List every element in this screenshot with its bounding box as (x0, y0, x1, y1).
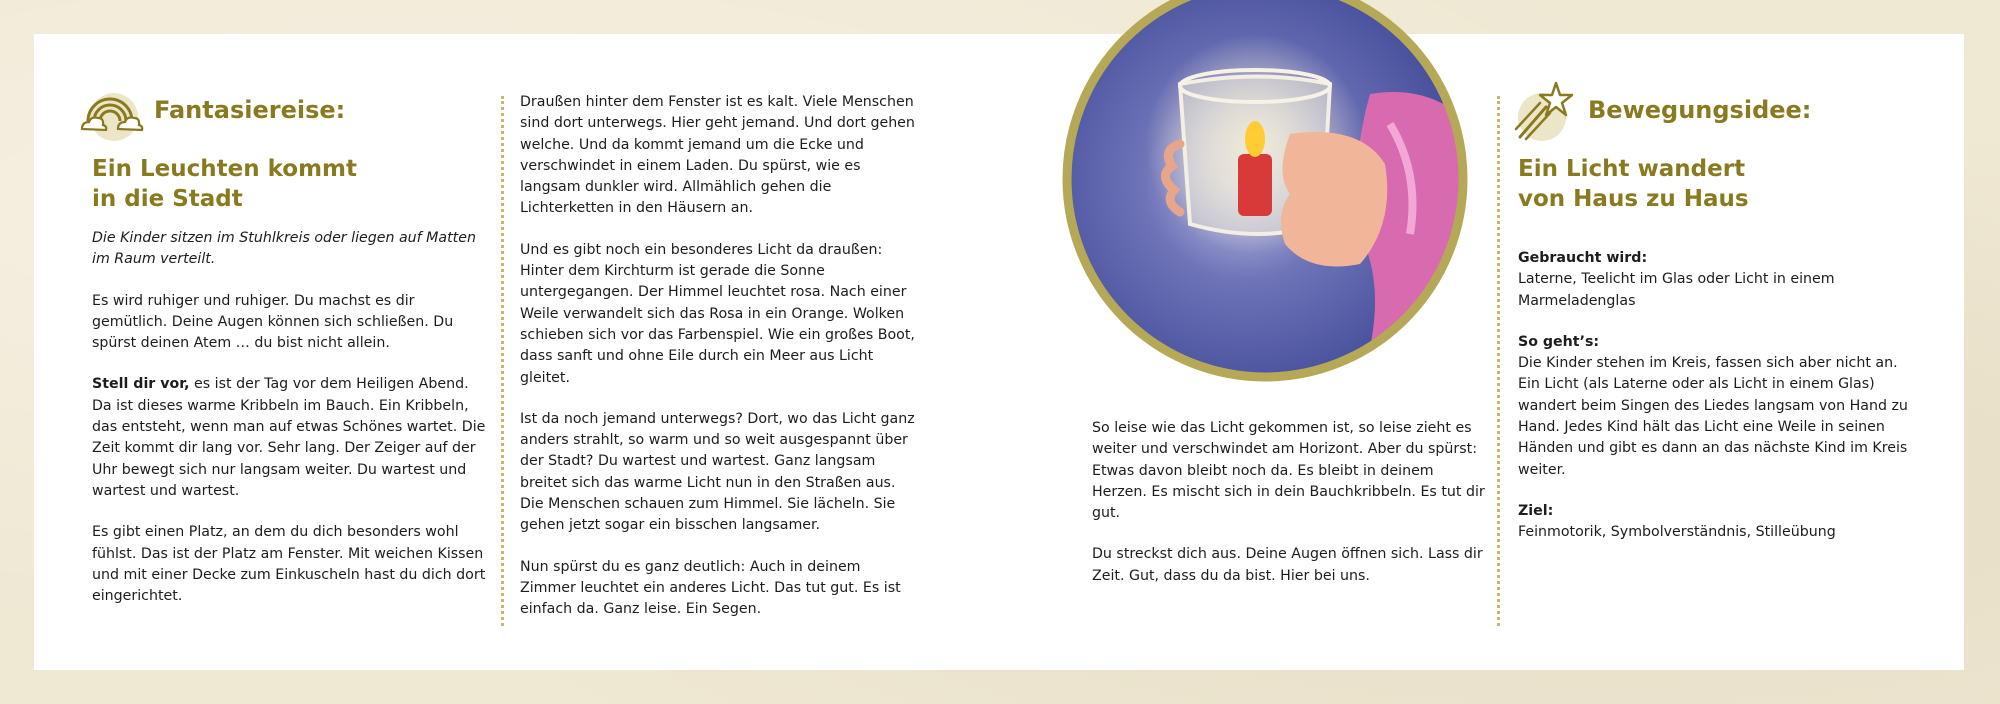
paragraph: Nun spürst du es ganz deutlich: Auch in deinem Zimmer leuchtet ein anderes Licht. Das tut gut. Es ist einfach da. Ganz leise. Ein Segen. (520, 558, 901, 618)
intro-text: Die Kinder sitzen im Stuhlkreis oder liegen auf Matten im Raum verteilt. (92, 230, 476, 268)
activity-body (1518, 248, 1918, 564)
needed-label: Gebraucht wird: (1518, 250, 1648, 266)
section-title (92, 154, 357, 214)
how-text: Die Kinder stehen im Kreis, fassen sich aber nicht an. Ein Licht (als Laterne oder als Licht in einem Glas) wandert beim Singen des Liedes langsam von Hand zu Hand. Jedes Kind hält das Licht eine Weile in seinen Händen und gibt es dann an das nächste Kind im Kreis weiter. (1518, 355, 1908, 478)
section-label: Fantasiereise: (154, 96, 346, 124)
paragraph: Ist da noch jemand unterwegs? Dort, wo das Licht ganz anders strahlt, so warm und so weit ausgespannt über der Stadt? Du wartest und wartest. Ganz langsam breitet sich das warme Licht nun in den Straßen aus. Die Menschen schauen zum Himmel. Sie lächeln. Sie gehen jetzt sogar ein bisschen langsamer. (520, 410, 915, 534)
title-line: von Haus zu Haus (1518, 186, 1749, 212)
dotted-divider (1497, 96, 1500, 626)
how-label: So geht’s: (1518, 333, 1600, 350)
rainbow-cloud-icon (78, 77, 144, 143)
goal-block (1518, 501, 1918, 544)
paragraph: Du streckst dich aus. Deine Augen öffnen sich. Lass dir Zeit. Gut, dass du da bist. Hier bei uns. (1092, 546, 1483, 584)
story-body (520, 92, 920, 641)
story-body (1092, 418, 1492, 607)
section-title (1518, 154, 1749, 214)
goal-label: Ziel: (1518, 502, 1554, 519)
candle-jar-illustration (1060, 0, 1470, 384)
paragraph: Und es gibt noch ein besonderes Licht da draußen: Hinter dem Kirchturm ist gerade die Sonne untergegangen. Der Himmel leuchtet rosa. Nach einer Weile verwandelt sich das Rosa in ein Orange. Wolken schieben sich vor das Farbenspiel. Wie ein großes Boot, dass sanft und ohne Eile durch ein Meer aus Licht gleitet. (520, 241, 915, 386)
title-line: in die Stadt (92, 186, 243, 212)
paragraph-rest: es ist der Tag vor dem Heiligen Abend. Da ist dieses warme Kribbeln im Bauch. Ein Kribbeln, das entsteht, wenn man auf etwas Schönes wartet. Die Zeit kommt dir lang vor. Sehr lang. Der Zeiger auf der Uhr bewegt sich nur langsam weiter. Du wartest und wartest und wartest. (92, 376, 486, 499)
brochure-page (34, 34, 1964, 670)
paragraph: Es wird ruhiger und ruhiger. Du machst es dir gemütlich. Deine Augen können sich schließen. Du spürst deinen Atem … du bist nicht allein. (92, 292, 454, 352)
story-body (92, 228, 492, 627)
goal-text: Feinmotorik, Symbolverständnis, Stilleübung (1518, 524, 1836, 541)
title-line: Ein Leuchten kommt (92, 156, 357, 182)
how-block (1518, 332, 1918, 481)
title-line: Ein Licht wandert (1518, 156, 1746, 182)
paragraph: So leise wie das Licht gekommen ist, so leise zieht es weiter und verschwindet am Horizont. Aber du spürst: Etwas davon bleibt noch da. Es bleibt in deinem Herzen. Es mischt sich in dein Bauchkribbeln. Es tut dir gut. (1092, 420, 1485, 522)
needed-text: Laterne, Teelicht im Glas oder Licht in einem Marmeladenglas (1518, 271, 1835, 309)
shooting-star-icon (1512, 77, 1578, 143)
paragraph: Es gibt einen Platz, an dem du dich besonders wohl fühlst. Das ist der Platz am Fenster. Mit weichen Kissen und mit einer Decke zum Einkuscheln hast du dich dort eingerichtet. (92, 524, 486, 605)
dotted-divider (501, 96, 504, 626)
paragraph: Draußen hinter dem Fenster ist es kalt. Viele Menschen sind dort unterwegs. Hier geht jemand. Und dort gehen welche. Und da kommt jemand um die Ecke und verschwindet in einem Laden. Du spürst, wie es langsam dunkler wird. Allmählich gehen die Lichterketten in den Häusern an. (520, 94, 915, 217)
lead-in: Stell dir vor, (92, 376, 190, 393)
paragraph (92, 374, 492, 502)
section-label: Bewegungsidee: (1588, 96, 1812, 124)
section-head-fantasiereise (78, 77, 345, 143)
section-head-bewegungsidee (1512, 77, 1811, 143)
needed-block (1518, 248, 1918, 312)
